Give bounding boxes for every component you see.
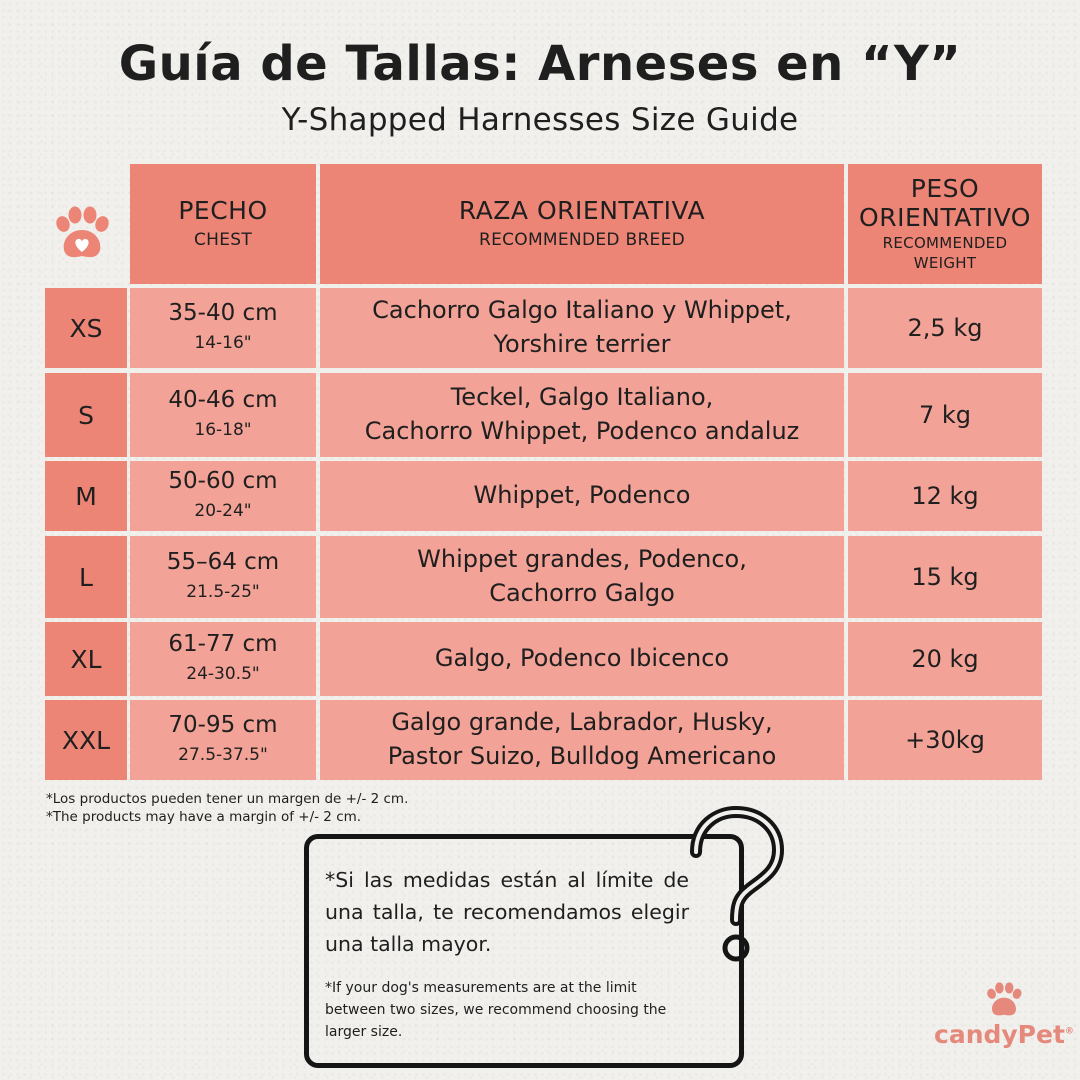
header-weight-line2: ORIENTATIVO	[859, 202, 1031, 232]
header-weight	[848, 164, 1042, 284]
breed-cell	[320, 373, 844, 457]
chest-cm: 50-60 cm	[168, 468, 278, 495]
chest-cell	[130, 536, 316, 618]
recommendation-callout	[304, 834, 744, 1068]
weight-value: 7 kg	[918, 401, 972, 429]
chest-cm: 61-77 cm	[168, 631, 278, 658]
chest-cell	[130, 461, 316, 531]
breed-line: Galgo, Podenco Ibicenco	[434, 644, 730, 673]
logo-registered-mark: ®	[1064, 1026, 1074, 1037]
header-breed-en: RECOMMENDED BREED	[478, 230, 686, 251]
weight-value: +30kg	[905, 726, 985, 754]
weight-value: 15 kg	[911, 563, 979, 591]
chest-in: 16-18"	[194, 419, 252, 440]
breed-line: Whippet grandes, Podenco,	[417, 545, 747, 574]
size-cell	[45, 288, 127, 368]
question-mark-icon	[680, 804, 790, 978]
breed-cell	[320, 622, 844, 696]
chest-cell	[130, 288, 316, 368]
breed-cell	[320, 461, 844, 531]
logo-text	[934, 1020, 1074, 1049]
page-title: Guía de Tallas: Arneses en “Y”	[118, 36, 962, 92]
size-label: M	[75, 481, 97, 511]
chest-cm: 70-95 cm	[168, 712, 278, 739]
size-label: L	[79, 562, 93, 592]
size-cell	[45, 461, 127, 531]
breed-cell	[320, 700, 844, 780]
chest-cell	[130, 622, 316, 696]
weight-value: 20 kg	[911, 645, 979, 673]
breed-line: Galgo grande, Labrador, Husky,	[391, 708, 773, 737]
size-cell	[45, 373, 127, 457]
header-weight-line1: PESO	[910, 173, 980, 203]
weight-cell	[848, 373, 1042, 457]
footnotes	[46, 790, 408, 826]
weight-cell	[848, 461, 1042, 531]
breed-cell	[320, 536, 844, 618]
header-chest-en: CHEST	[193, 230, 253, 251]
chest-cell	[130, 373, 316, 457]
header-chest-label: PECHO	[178, 195, 268, 225]
breed-line: Cachorro Whippet, Podenco andaluz	[364, 417, 800, 445]
chest-in: 20-24"	[194, 500, 252, 521]
weight-value: 2,5 kg	[907, 314, 983, 342]
size-cell	[45, 536, 127, 618]
chest-cm: 55–64 cm	[166, 549, 280, 576]
weight-value: 12 kg	[911, 482, 979, 510]
callout-text-en: *If your dog's measurements are at the limit between two sizes, we recommend choosing the larger size.	[325, 980, 667, 1040]
breed-line: Teckel, Galgo Italiano,	[450, 383, 714, 412]
page-subtitle: Y-Shapped Harnesses Size Guide	[281, 102, 799, 138]
weight-cell	[848, 536, 1042, 618]
header-weight-en-line1: RECOMMENDED	[882, 234, 1008, 253]
chest-in: 14-16"	[194, 332, 252, 353]
weight-cell	[848, 288, 1042, 368]
size-cell	[45, 622, 127, 696]
chest-cm: 40-46 cm	[168, 387, 278, 414]
breed-line: Yorshire terrier	[493, 330, 671, 358]
size-cell	[45, 700, 127, 780]
chest-in: 21.5-25"	[186, 581, 260, 602]
size-label: XS	[69, 313, 103, 343]
size-label: XXL	[61, 725, 111, 755]
callout-text-es: *Si las medidas están al límite de una talla, te recomendamos elegir una talla mayor.	[325, 868, 689, 956]
breed-line: Whippet, Podenco	[473, 481, 691, 510]
header-chest	[130, 164, 316, 284]
weight-cell	[848, 622, 1042, 696]
paw-heart-icon	[52, 206, 112, 266]
breed-line: Cachorro Galgo Italiano y Whippet,	[372, 296, 792, 325]
size-label: XL	[70, 644, 102, 674]
logo-wordmark: candyPet	[934, 1020, 1065, 1049]
size-label: S	[78, 400, 94, 430]
breed-cell	[320, 288, 844, 368]
candypet-paw-logo-icon	[934, 982, 1074, 1020]
header-breed-label: RAZA ORIENTATIVA	[458, 195, 706, 225]
chest-cm: 35-40 cm	[168, 300, 278, 327]
breed-line: Pastor Suizo, Bulldog Americano	[387, 742, 777, 770]
weight-cell	[848, 700, 1042, 780]
header-breed	[320, 164, 844, 284]
breed-line: Cachorro Galgo	[489, 579, 675, 607]
chest-in: 27.5-37.5"	[178, 744, 268, 765]
chest-cell	[130, 700, 316, 780]
footnote-es: *Los productos pueden tener un margen de +/- 2 cm.	[46, 791, 409, 807]
footnote-en: *The products may have a margin of +/- 2 cm.	[46, 809, 362, 826]
chest-in: 24-30.5"	[186, 663, 260, 684]
header-weight-en-line2: WEIGHT	[913, 253, 977, 272]
candypet-logo	[934, 982, 1074, 1049]
